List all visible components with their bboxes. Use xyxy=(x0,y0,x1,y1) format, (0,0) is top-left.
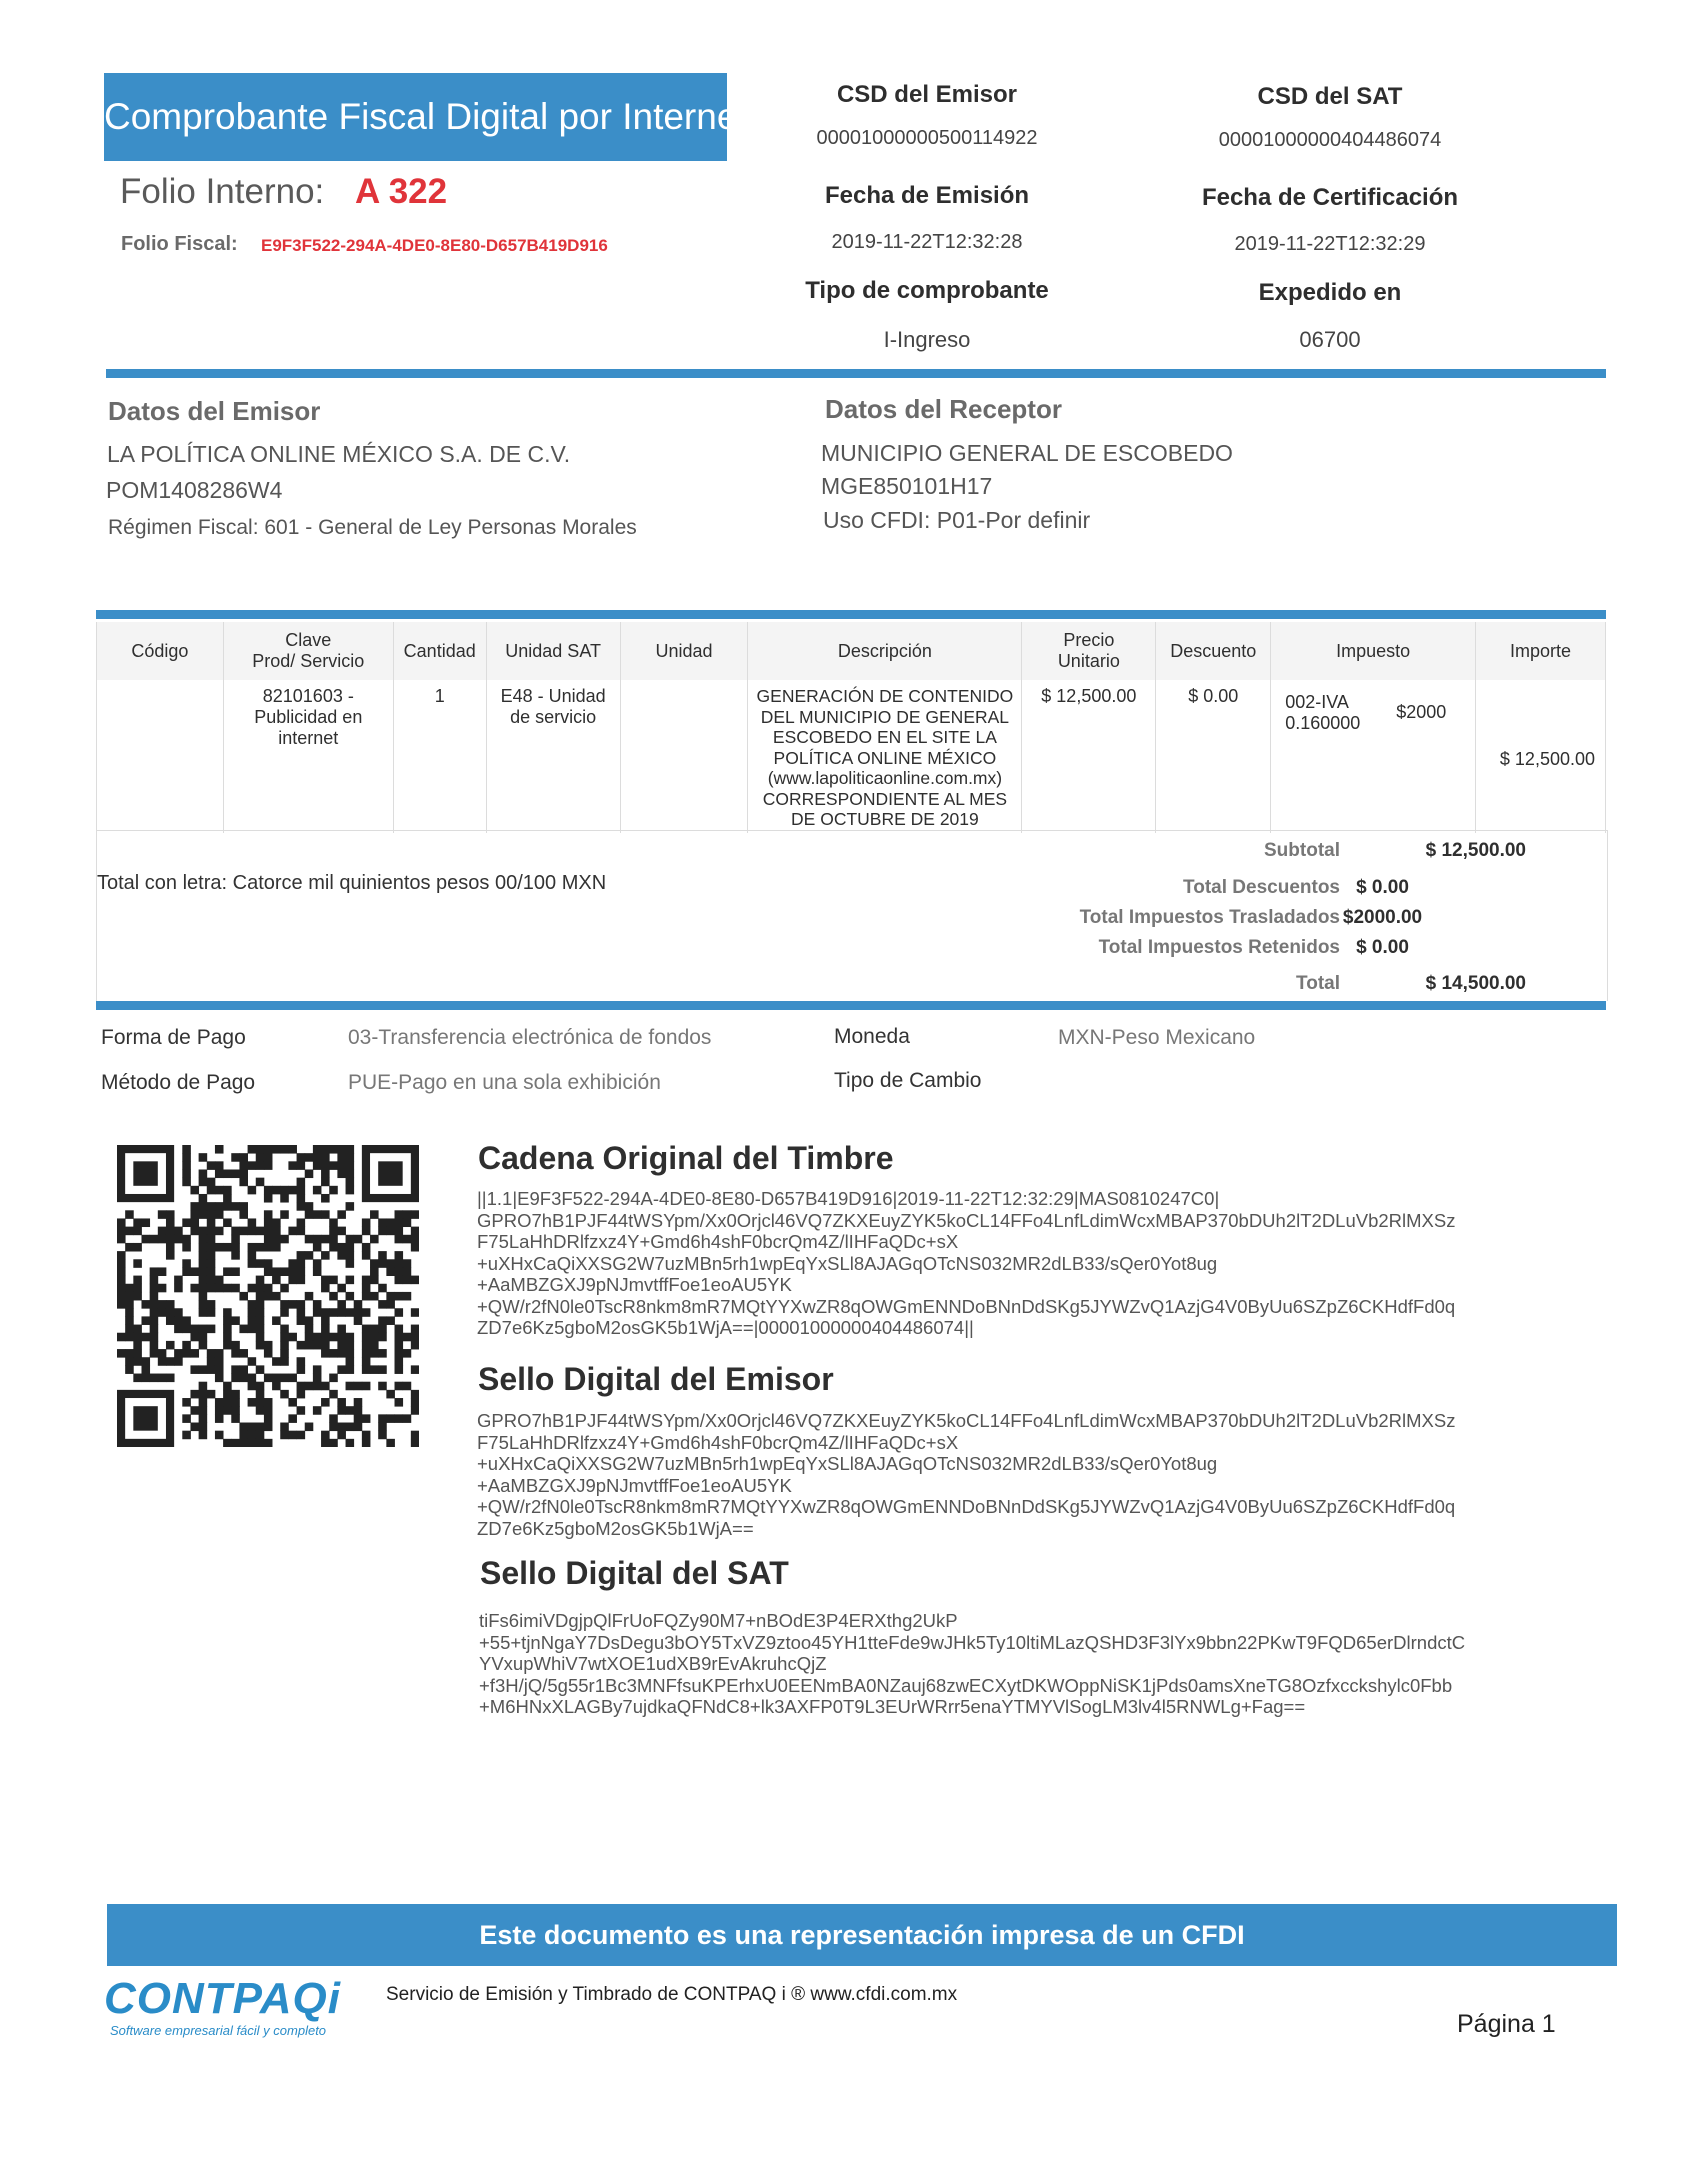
sello-emisor-line: ZD7e6Kz5gboM2osGK5b1WjA== xyxy=(477,1517,754,1539)
fecha-certificacion-value: 2019-11-22T12:32:29 xyxy=(1234,233,1426,255)
subtotal-value: $ 12,500.00 xyxy=(1425,840,1526,861)
fecha-certificacion-label: Fecha de Certificación xyxy=(1201,184,1459,211)
fecha-emision-value: 2019-11-22T12:32:28 xyxy=(831,231,1023,253)
sello-sat-text xyxy=(479,1610,1465,1718)
expedido-en-value: 06700 xyxy=(1299,327,1361,352)
forma-pago-value: 03-Transferencia electrónica de fondos xyxy=(348,1026,712,1049)
metodo-pago-label: Método de Pago xyxy=(101,1071,256,1094)
tipo-comprobante-value: I-Ingreso xyxy=(883,327,971,352)
impuesto-tipo: 002-IVA 0.160000 xyxy=(1285,692,1361,733)
items-table xyxy=(96,622,1606,833)
col-unidad-sat: Unidad SAT xyxy=(486,622,620,680)
total-trasladados-label: Total Impuestos Trasladados xyxy=(1079,907,1340,928)
table-header-row xyxy=(97,622,1606,680)
sello-emisor-line: F75LaHhDRlfzxz4Y+Gmd6h4shF0bcrQm4Z/lIHFaQDc+sX xyxy=(477,1431,959,1453)
cadena-line: +QW/r2fN0le0TscR8nkm8mR7MQtYYXwZR8qOWGmENNDoBNnDdSKg5JYWZvQ1AzjG4V0ByUu6SZpZ6CKHdfFd0q xyxy=(477,1295,1456,1317)
cell-cantidad: 1 xyxy=(393,680,486,833)
receptor-title: Datos del Receptor xyxy=(825,394,1062,424)
col-descripcion: Descripción xyxy=(748,622,1022,680)
col-codigo: Código xyxy=(97,622,224,680)
sello-emisor-line: +uXHxCaQiXXSG2W7uzMBn5rh1wpEqYxSLl8AJAGqOTcNS032MR2dLB33/sQer0Yot8ug xyxy=(477,1453,1218,1474)
cadena-line: +AaMBZGXJ9pNJmvtffFoe1eoAU5YK xyxy=(477,1274,792,1295)
subtotal-label: Subtotal xyxy=(1264,840,1340,861)
metodo-pago-value: PUE-Pago en una sola exhibición xyxy=(348,1071,661,1094)
sello-emisor-line: +QW/r2fN0le0TscR8nkm8mR7MQtYYXwZR8qOWGmENNDoBNnDdSKg5JYWZvQ1AzjG4V0ByUu6SZpZ6CKHdfFd0q xyxy=(477,1496,1456,1517)
impuesto-monto: $2000 xyxy=(1396,702,1447,722)
cell-descuento: $ 0.00 xyxy=(1156,680,1271,833)
sello-sat-line: +M6HNxXLAGBy7ujdkaQFNdC8+lk3AXFP0T9L3EUrWRrr5enaYTMYVlSogLM3lv4l5RNWLg+Fag== xyxy=(479,1696,1306,1717)
total-con-letra: Total con letra: Catorce mil quinientos pesos 00/100 MXN xyxy=(97,872,607,894)
cadena-original-text xyxy=(477,1188,1456,1339)
emisor-rfc: POM1408286W4 xyxy=(106,477,283,503)
total-descuentos-label: Total Descuentos xyxy=(1183,877,1340,898)
moneda-label: Moneda xyxy=(834,1025,910,1048)
contpaqi-logo: CONTPAQi xyxy=(104,1974,341,2023)
receptor-rfc: MGE850101H17 xyxy=(821,473,993,499)
logo-tagline: Software empresarial fácil y completo xyxy=(110,2023,327,2038)
col-clave: Clave Prod/ Servicio xyxy=(223,622,393,680)
col-cantidad: Cantidad xyxy=(393,622,486,680)
total-retenidos-value: $ 0.00 xyxy=(1356,937,1409,958)
sello-emisor-text xyxy=(477,1410,1456,1539)
cadena-line: F75LaHhDRlfzxz4Y+Gmd6h4shF0bcrQm4Z/lIHFaQDc+sX xyxy=(477,1231,959,1252)
total-trasladados-value: $2000.00 xyxy=(1342,907,1423,928)
table-row xyxy=(97,680,1606,833)
cell-unidad xyxy=(620,680,748,833)
table-top-divider xyxy=(96,610,1606,619)
total-descuentos-value: $ 0.00 xyxy=(1356,877,1409,898)
sello-emisor-line: GPRO7hB1PJF44tWSYpm/Xx0Orjcl46VQ7ZKXEuyZYK5koCL14FFo4LnfLdimWcxMBAP370bDUh2lT2DLuVb2RlMXSz xyxy=(477,1410,1456,1431)
total-value: $ 14,500.00 xyxy=(1425,973,1526,994)
page-number: Página 1 xyxy=(1457,2010,1556,2038)
fecha-emision-label: Fecha de Emisión xyxy=(824,182,1030,209)
sello-emisor-title: Sello Digital del Emisor xyxy=(478,1361,834,1397)
folio-interno-value: A 322 xyxy=(355,172,448,211)
tipo-comprobante-label: Tipo de comprobante xyxy=(805,277,1049,304)
cadena-line: +uXHxCaQiXXSG2W7uzMBn5rh1wpEqYxSLl8AJAGqOTcNS032MR2dLB33/sQer0Yot8ug xyxy=(477,1252,1218,1274)
total-retenidos-label: Total Impuestos Retenidos xyxy=(1098,937,1340,958)
cell-unidad-sat: E48 - Unidad de servicio xyxy=(486,680,620,833)
cell-clave: 82101603 - Publicidad en internet xyxy=(223,680,393,833)
document-title: Comprobante Fiscal Digital por Internet xyxy=(104,73,727,161)
cell-precio: $ 12,500.00 xyxy=(1022,680,1156,833)
tipo-cambio-label: Tipo de Cambio xyxy=(834,1069,982,1092)
qr-code xyxy=(117,1145,419,1447)
emisor-title: Datos del Emisor xyxy=(108,396,321,426)
cadena-original-title: Cadena Original del Timbre xyxy=(478,1140,894,1176)
cadena-line: ||1.1|E9F3F522-294A-4DE0-8E80-D657B419D916|2019-11-22T12:32:29|MAS0810247C0| xyxy=(477,1188,1220,1209)
folio-interno-label: Folio Interno: xyxy=(120,172,325,211)
forma-pago-label: Forma de Pago xyxy=(101,1026,246,1049)
receptor-uso: Uso CFDI: P01-Por definir xyxy=(823,507,1091,533)
sello-sat-line: tiFs6imiVDgjpQlFrUoFQZy90M7+nBOdE3P4ERXthg2UkP xyxy=(479,1610,958,1631)
expedido-en-label: Expedido en xyxy=(1258,279,1402,306)
moneda-value: MXN-Peso Mexicano xyxy=(1058,1026,1256,1049)
cell-importe: $ 12,500.00 xyxy=(1476,680,1606,833)
cadena-line: GPRO7hB1PJF44tWSYpm/Xx0Orjcl46VQ7ZKXEuyZYK5koCL14FFo4LnfLdimWcxMBAP370bDUh2lT2DLuVb2RlMXSz xyxy=(477,1209,1456,1231)
col-impuesto: Impuesto xyxy=(1271,622,1476,680)
folio-fiscal-value: E9F3F522-294A-4DE0-8E80-D657B419D916 xyxy=(261,236,608,255)
sello-sat-line: YVxupWhiV7wtXOE1udXB9rEvAkruhcQjZ xyxy=(479,1653,827,1674)
col-descuento: Descuento xyxy=(1156,622,1271,680)
cell-descripcion: GENERACIÓN DE CONTENIDO DEL MUNICIPIO DE GENERAL ESCOBEDO EN EL SITE LA POLÍTICA ONLINE MÉXICO (www.lapoliticaonline.com.mx) CORRESPONDIENTE AL MES DE OCTUBRE DE 2019 xyxy=(748,680,1022,833)
sello-sat-line: +55+tjnNgaY7DsDegu3bOY5TxVZ9ztoo45YH1tteFde9wJHk5Ty10ltiMLazQSHD3F3lYx9bbn22PKwT9FQD65erDlrndctC xyxy=(479,1631,1466,1653)
receptor-name: MUNICIPIO GENERAL DE ESCOBEDO xyxy=(821,440,1233,466)
folio-fiscal-label: Folio Fiscal: xyxy=(121,233,238,255)
total-label: Total xyxy=(1296,973,1340,994)
cadena-line: ZD7e6Kz5gboM2osGK5b1WjA==|00001000000404486074|| xyxy=(477,1317,974,1338)
sello-emisor-line: +AaMBZGXJ9pNJmvtffFoe1eoAU5YK xyxy=(477,1474,792,1496)
csd-emisor-label: CSD del Emisor xyxy=(836,81,1018,108)
cell-codigo xyxy=(97,680,224,833)
csd-emisor-value: 00001000000500114922 xyxy=(816,127,1038,149)
sello-sat-line: +f3H/jQ/5g55r1Bc3MNFfsuKPErhxU0EENmBA0NZauj68zwECXytDKWOppNiSK1jPds0amsXneTG8Ozfxcckshylc0Fbb xyxy=(479,1674,1453,1696)
col-importe: Importe xyxy=(1476,622,1606,680)
cell-impuesto xyxy=(1271,680,1476,833)
csd-sat-value: 00001000000404486074 xyxy=(1218,129,1442,151)
csd-sat-label: CSD del SAT xyxy=(1257,83,1403,110)
sello-sat-title: Sello Digital del SAT xyxy=(480,1555,789,1591)
col-precio: Precio Unitario xyxy=(1022,622,1156,680)
emisor-regimen: Régimen Fiscal: 601 - General de Ley Personas Morales xyxy=(108,516,637,539)
service-text: Servicio de Emisión y Timbrado de CONTPAQ i ® www.cfdi.com.mx xyxy=(386,1984,958,2005)
header-divider xyxy=(106,369,1606,378)
emisor-name: LA POLÍTICA ONLINE MÉXICO S.A. DE C.V. xyxy=(107,441,571,467)
cfdi-banner: Este documento es una representación impresa de un CFDI xyxy=(107,1904,1617,1966)
col-unidad: Unidad xyxy=(620,622,748,680)
totals-divider xyxy=(96,1001,1606,1010)
